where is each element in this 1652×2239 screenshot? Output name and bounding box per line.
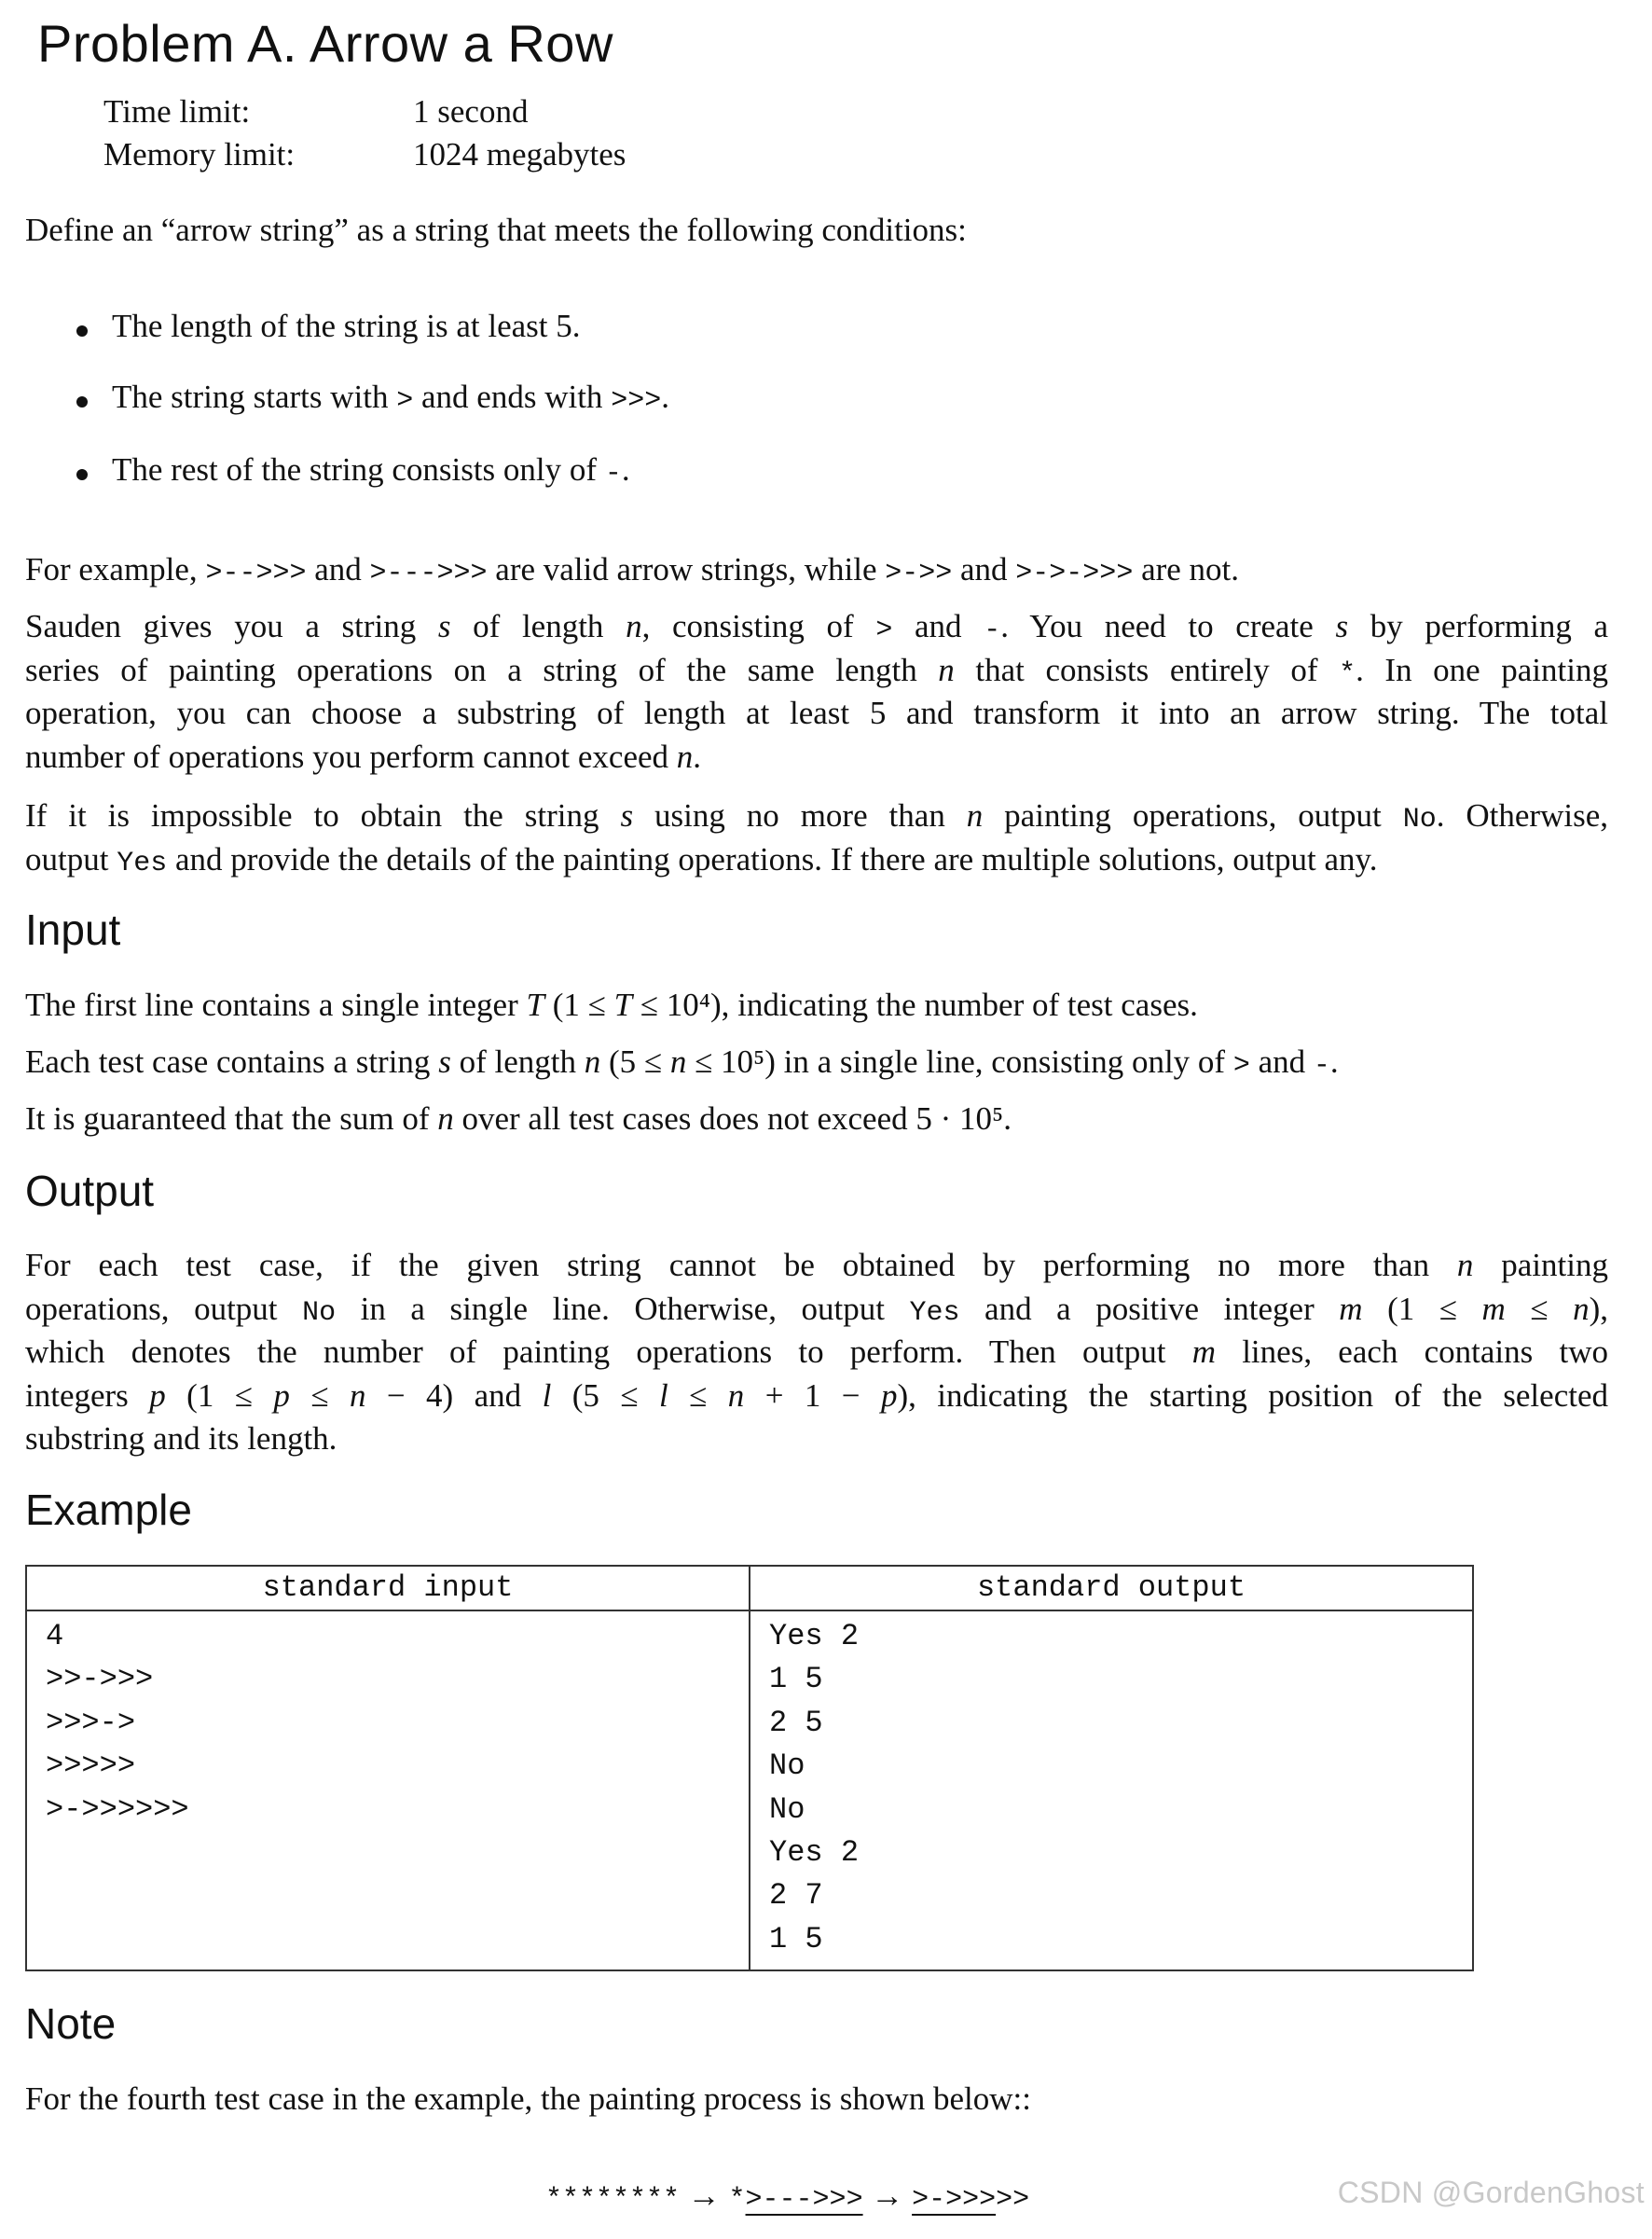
math-var: n — [966, 797, 984, 834]
text: . — [661, 379, 669, 415]
input-line: 4 — [46, 1619, 64, 1653]
text: ≤ 10⁵) in a single line, consisting only of — [686, 1043, 1233, 1080]
math-var: s — [620, 797, 634, 834]
text-line — [25, 1041, 1608, 1098]
text-line — [25, 2078, 1608, 2122]
text: Each test case contains a string — [25, 1043, 439, 1080]
time-limit-label: Time limit: — [103, 93, 251, 130]
text: over all test cases does not exceed 5 · 10⁵. — [453, 1100, 1012, 1137]
math-var: m — [1339, 1290, 1363, 1327]
math-var: l — [542, 1376, 552, 1414]
text: and — [1249, 1043, 1314, 1080]
code-text: Yes — [909, 1296, 960, 1329]
text: → — [680, 2177, 729, 2214]
input-line: >>->>> — [46, 1662, 154, 1697]
text-line — [25, 1244, 1608, 1288]
code-text: >->>> — [912, 2184, 997, 2216]
text: are not. — [1133, 551, 1240, 587]
text: by performing a — [1348, 608, 1608, 644]
output-line: Yes 2 — [769, 1619, 860, 1653]
text: . — [1329, 1043, 1339, 1080]
text-line — [25, 795, 1608, 838]
code-text: >--->>> — [745, 2184, 863, 2216]
text: . — [621, 451, 630, 488]
math-var: p — [273, 1376, 290, 1414]
text-line — [25, 984, 1608, 1041]
text: . You need to create — [1000, 608, 1336, 644]
code-text: > — [1232, 1050, 1250, 1082]
text: and — [306, 551, 370, 587]
math-var: m — [1191, 1334, 1216, 1370]
text-line — [545, 2175, 1029, 2218]
text: ), indicating the starting position of the selected — [897, 1376, 1608, 1414]
text: For the fourth test case in the example, the painting process is shown below:: — [25, 2080, 1031, 2117]
text: and — [892, 608, 984, 644]
code-text: * — [728, 2184, 746, 2216]
math-var: n — [626, 608, 642, 644]
input-line: >->>>>>> — [46, 1791, 189, 1827]
text: operation, you can choose a substring of length at least 5 and transform it into an arrow string. The total — [25, 695, 1608, 731]
text-line — [25, 692, 1608, 736]
text: which denotes the number of painting operations to perform. Then output — [25, 1334, 1192, 1370]
math-var: n — [676, 738, 694, 775]
math-var: p — [149, 1376, 166, 1414]
condition-text — [112, 308, 581, 344]
math-var: n — [938, 651, 955, 688]
code-text: >->->>> — [1015, 558, 1134, 589]
text: and ends with — [413, 379, 612, 415]
time-limit-value: 1 second — [413, 93, 529, 130]
text: ≤ — [289, 1376, 350, 1414]
math-var: l — [658, 1376, 668, 1414]
code-text: >-->>> — [205, 558, 307, 589]
math-var: n — [727, 1376, 745, 1414]
statement-paragraph — [25, 605, 1608, 779]
math-var: s — [438, 1043, 451, 1080]
text: Define an “arrow string” as a string that meets the following conditions: — [25, 212, 967, 248]
text: and — [952, 551, 1016, 587]
text: (1 ≤ — [544, 987, 614, 1023]
condition-text — [112, 451, 630, 488]
standard-output-cell — [750, 1610, 1473, 1970]
output-paragraph — [25, 1244, 1608, 1461]
math-var: n — [1573, 1290, 1590, 1327]
output-line: 1 5 — [769, 1662, 823, 1697]
text: , consisting of — [641, 608, 876, 644]
text-line — [25, 736, 1608, 780]
text-line — [25, 838, 1608, 882]
text-line — [25, 209, 1608, 253]
example-paragraph — [25, 548, 1608, 592]
output-line: 1 5 — [769, 1921, 823, 1956]
text-line — [25, 1331, 1608, 1375]
text-line — [25, 548, 1608, 592]
text: operations, output — [25, 1290, 303, 1327]
math-var: m — [1481, 1290, 1506, 1327]
note-heading: Note — [25, 1999, 117, 2048]
standard-input-cell — [26, 1610, 750, 1970]
output-line: No — [769, 1791, 805, 1827]
watermark: CSDN @GordenGhost — [1337, 2176, 1645, 2209]
output-line: 2 5 — [769, 1705, 823, 1740]
output-line: 2 7 — [769, 1878, 823, 1914]
text: The length of the string is at least 5. — [112, 308, 581, 344]
text: ), — [1589, 1290, 1609, 1327]
text-line — [112, 308, 581, 344]
text: painting — [1473, 1247, 1608, 1283]
condition-item — [112, 308, 581, 345]
bullet-icon — [76, 396, 88, 408]
intro-paragraph — [25, 209, 1608, 253]
text: integers — [25, 1376, 150, 1414]
text: . Otherwise, — [1436, 797, 1608, 834]
memory-limit-value: 1024 megabytes — [413, 136, 626, 173]
math-var: n — [669, 1043, 687, 1080]
math-var: s — [437, 608, 451, 644]
math-var: T — [613, 987, 633, 1023]
input-line: >>>>> — [46, 1748, 136, 1784]
math-var: p — [880, 1376, 898, 1414]
text-line — [25, 1417, 1608, 1461]
output-heading: Output — [25, 1167, 155, 1215]
text: (1 ≤ — [1362, 1290, 1482, 1327]
code-text: >->> — [885, 558, 953, 589]
text: The string starts with — [112, 379, 397, 415]
text: lines, each contains two — [1215, 1334, 1608, 1370]
text-line — [112, 379, 669, 415]
text: The first line contains a single integer — [25, 987, 527, 1023]
text: The rest of the string consists only of — [112, 451, 605, 488]
text: series of painting operations on a string of the same length — [25, 651, 939, 688]
math-var: T — [526, 987, 544, 1023]
text: and provide the details of the painting operations. If there are multiple solutions, output any. — [167, 840, 1378, 878]
standard-input-header: standard input — [26, 1566, 750, 1610]
text: It is guaranteed that the sum of — [25, 1100, 438, 1137]
code-text: No — [302, 1296, 337, 1329]
code-text: >--->>> — [369, 558, 488, 589]
math-var: s — [1335, 608, 1349, 644]
text: that consists entirely of — [954, 651, 1340, 688]
code-text: >> — [996, 2184, 1030, 2216]
text: and a positive integer — [959, 1290, 1340, 1327]
text: are valid arrow strings, while — [487, 551, 886, 587]
condition-item — [112, 379, 669, 417]
output-line: Yes 2 — [769, 1834, 860, 1870]
code-text: * — [1339, 657, 1356, 690]
text: . In one painting — [1356, 651, 1608, 688]
input-line: >>>-> — [46, 1705, 136, 1740]
input-heading: Input — [25, 905, 121, 954]
text-line — [25, 1375, 1608, 1418]
note-paragraph — [25, 2078, 1608, 2122]
text: If it is impossible to obtain the string — [25, 797, 621, 834]
text: (5 ≤ — [600, 1043, 670, 1080]
math-var: n — [349, 1376, 366, 1414]
example-table — [25, 1565, 1474, 1971]
code-text: - — [1313, 1050, 1330, 1082]
output-line: No — [769, 1748, 805, 1784]
code-text: - — [604, 458, 622, 490]
math-var: n — [1456, 1247, 1474, 1283]
text: of length — [450, 608, 626, 644]
condition-text — [112, 379, 669, 415]
text: output — [25, 840, 117, 878]
text: Sauden gives you a string — [25, 608, 438, 644]
text-line — [25, 605, 1608, 649]
text: of length — [450, 1043, 585, 1080]
text: ≤ — [668, 1376, 728, 1414]
bullet-icon — [76, 325, 88, 337]
problem-title: Problem A. Arrow a Row — [37, 14, 613, 73]
math-var: n — [437, 1100, 454, 1137]
text: → — [862, 2177, 913, 2214]
condition-item — [112, 451, 630, 490]
code-text: >>> — [611, 385, 662, 417]
painting-process — [545, 2175, 1029, 2218]
text: number of operations you perform cannot exceed — [25, 738, 677, 775]
memory-limit-label: Memory limit: — [103, 136, 296, 173]
code-text: > — [396, 385, 414, 417]
standard-output-header: standard output — [750, 1566, 1473, 1610]
text: ≤ — [1505, 1290, 1574, 1327]
text: painting operations, output — [983, 797, 1403, 834]
text: (1 ≤ — [165, 1376, 274, 1414]
text: (5 ≤ — [551, 1376, 659, 1414]
text-line — [25, 1288, 1608, 1332]
text: . — [693, 738, 702, 775]
code-text: Yes — [117, 847, 168, 879]
text-line — [25, 649, 1608, 693]
text: ≤ 10⁴), indicating the number of test cases. — [632, 987, 1198, 1023]
code-text: No — [1402, 804, 1437, 836]
text: in a single line. Otherwise, output — [336, 1290, 910, 1327]
code-text: - — [984, 615, 1001, 646]
code-text: > — [875, 615, 893, 646]
text: using no more than — [633, 797, 967, 834]
output-rule-paragraph — [25, 795, 1608, 881]
text: For each test case, if the given string cannot be obtained by performing no more than — [25, 1247, 1457, 1283]
text: substring and its length. — [25, 1420, 337, 1457]
bullet-icon — [76, 469, 88, 480]
input-paragraph — [25, 984, 1608, 1154]
text: + 1 − — [744, 1376, 881, 1414]
text-line — [25, 1098, 1608, 1154]
text: − 4) and — [365, 1376, 543, 1414]
text: For example, — [25, 551, 206, 587]
text-line — [112, 451, 630, 488]
math-var: n — [584, 1043, 601, 1080]
example-heading: Example — [25, 1486, 192, 1534]
code-text: ******** — [545, 2184, 681, 2216]
